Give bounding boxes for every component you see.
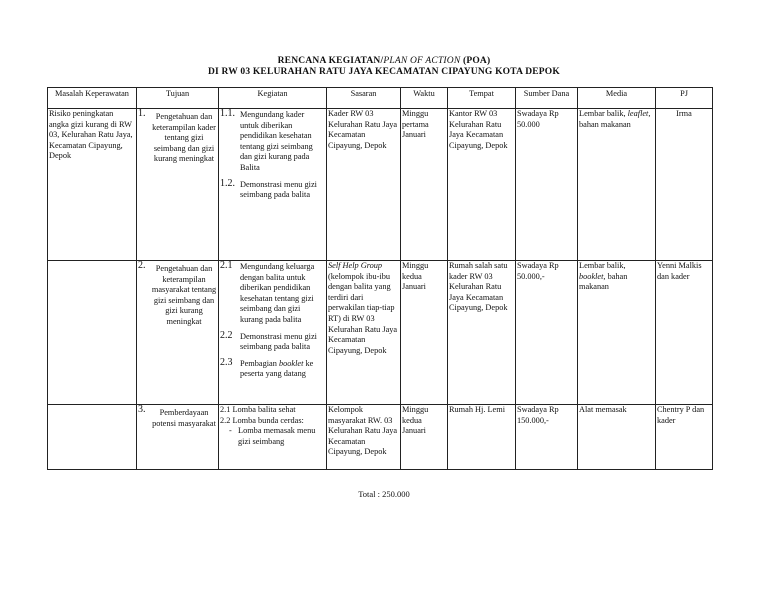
header-waktu: Waktu xyxy=(401,88,448,109)
cell-sasaran: Kader RW 03 Kelurahan Ratu Jaya Kecamatan Cipayung, Depok xyxy=(327,109,401,261)
cell-media: Lembar balik, leaflet, bahan makanan xyxy=(578,109,656,261)
header-tempat: Tempat xyxy=(448,88,516,109)
cell-masalah xyxy=(48,405,137,470)
kegiatan-line: 2.2 Lomba bunda cerdas: xyxy=(220,415,304,425)
header-media: Media xyxy=(578,88,656,109)
cell-pj: Yenni Malkis dan kader xyxy=(656,261,713,405)
cell-pj: Irma xyxy=(656,109,713,261)
kegiatan-sub-item: - Lomba memasak menu gizi seimbang xyxy=(238,426,325,447)
cell-waktu: Minggu kedua Januari xyxy=(401,405,448,470)
cell-waktu: Minggu pertama Januari xyxy=(401,109,448,261)
header-sumber-dana: Sumber Dana xyxy=(516,88,578,109)
tujuan-number: 3. xyxy=(138,404,146,415)
kegiatan-number: 2.3 xyxy=(220,356,233,368)
table-header-row xyxy=(48,88,713,109)
cell-media: Alat memasak xyxy=(578,405,656,470)
kegiatan-text: Mengundang keluarga dengan balita untuk diberikan pendidikan kesehatan tentang gizi seimbang dan gizi kurang pada balita xyxy=(240,262,315,324)
document-subtitle: DI RW 03 KELURAHAN RATU JAYA KECAMATAN CIPAYUNG KOTA DEPOK xyxy=(208,67,560,77)
kegiatan-number: 2.2 xyxy=(220,329,233,341)
kegiatan-text: Mengundang kader untuk diberikan pendidikan kesehatan tentang gizi seimbang dan gizi kurang pada Balita xyxy=(240,110,313,172)
header-masalah: Masalah Keperawatan xyxy=(48,88,137,109)
cell-sumber-dana: Swadaya Rp 150.000,- xyxy=(516,405,578,470)
cell-masalah xyxy=(48,261,137,405)
cell-kegiatan xyxy=(219,405,327,470)
table-row xyxy=(48,109,713,261)
cell-sumber-dana: Swadaya Rp 50.000 xyxy=(516,109,578,261)
cell-kegiatan xyxy=(219,261,327,405)
total-amount: Total : 250.000 xyxy=(358,489,410,499)
tujuan-text: Pengetahuan dan keterampilan kader tentang gizi seimbang dan gizi kurang meningkat xyxy=(152,112,216,164)
cell-waktu: Minggu kedua Januari xyxy=(401,261,448,405)
cell-sasaran: Self Help Group (kelompok ibu-ibu dengan balita yang terdiri dari perwakilan tiap-tiap RT) di RW 03 Kelurahan Ratu Jaya Kecamatan Cipayung, Depok xyxy=(327,261,401,405)
kegiatan-number: 2.1 xyxy=(220,260,233,271)
cell-masalah: Risiko peningkatan angka gizi kurang di RW 03, Kelurahan Ratu Jaya, Kecamatan Cipayung, Depok xyxy=(48,109,137,261)
table-row xyxy=(48,261,713,405)
cell-sasaran: Kelompok masyarakat RW. 03 Kelurahan Ratu Jaya Kecamatan Cipayung, Depok xyxy=(327,405,401,470)
cell-tujuan xyxy=(137,109,219,261)
header-sasaran: Sasaran xyxy=(327,88,401,109)
tujuan-number: 2. xyxy=(138,260,146,271)
tujuan-text: Pemberdayaan potensi masyarakat xyxy=(152,408,216,428)
kegiatan-text: Pembagian booklet ke peserta yang datang xyxy=(240,358,314,379)
cell-sumber-dana: Swadaya Rp 50.000,- xyxy=(516,261,578,405)
cell-tempat: Rumah salah satu kader RW 03 Kelurahan Ratu Jaya Kecamatan Cipayung, Depok xyxy=(448,261,516,405)
kegiatan-number: 1.2. xyxy=(220,177,235,189)
table-row xyxy=(48,405,713,470)
kegiatan-line: 2.1 Lomba balita sehat xyxy=(220,405,296,414)
kegiatan-text: Demonstrasi menu gizi seimbang pada balita xyxy=(240,331,317,352)
cell-tujuan xyxy=(137,405,219,470)
kegiatan-text: Demonstrasi menu gizi seimbang pada balita xyxy=(240,179,317,200)
cell-tempat: Kantor RW 03 Kelurahan Ratu Jaya Kecamatan Cipayung, Depok xyxy=(448,109,516,261)
cell-media: Lembar balik, booklet, bahan makanan xyxy=(578,261,656,405)
header-pj: PJ xyxy=(656,88,713,109)
cell-tujuan xyxy=(137,261,219,405)
kegiatan-number: 1.1. xyxy=(220,108,235,119)
header-tujuan: Tujuan xyxy=(137,88,219,109)
poa-table xyxy=(47,87,713,470)
document-title: RENCANA KEGIATAN/PLAN OF ACTION (POA) xyxy=(277,56,491,66)
header-kegiatan: Kegiatan xyxy=(219,88,327,109)
cell-kegiatan xyxy=(219,109,327,261)
tujuan-number: 1. xyxy=(138,108,146,119)
tujuan-text: Pengetahuan dan keterampilan masyarakat tentang gizi seimbang dan gizi kurang meningkat xyxy=(151,264,217,326)
cell-tempat: Rumah Hj. Lemi xyxy=(448,405,516,470)
cell-pj: Chentry P dan kader xyxy=(656,405,713,470)
